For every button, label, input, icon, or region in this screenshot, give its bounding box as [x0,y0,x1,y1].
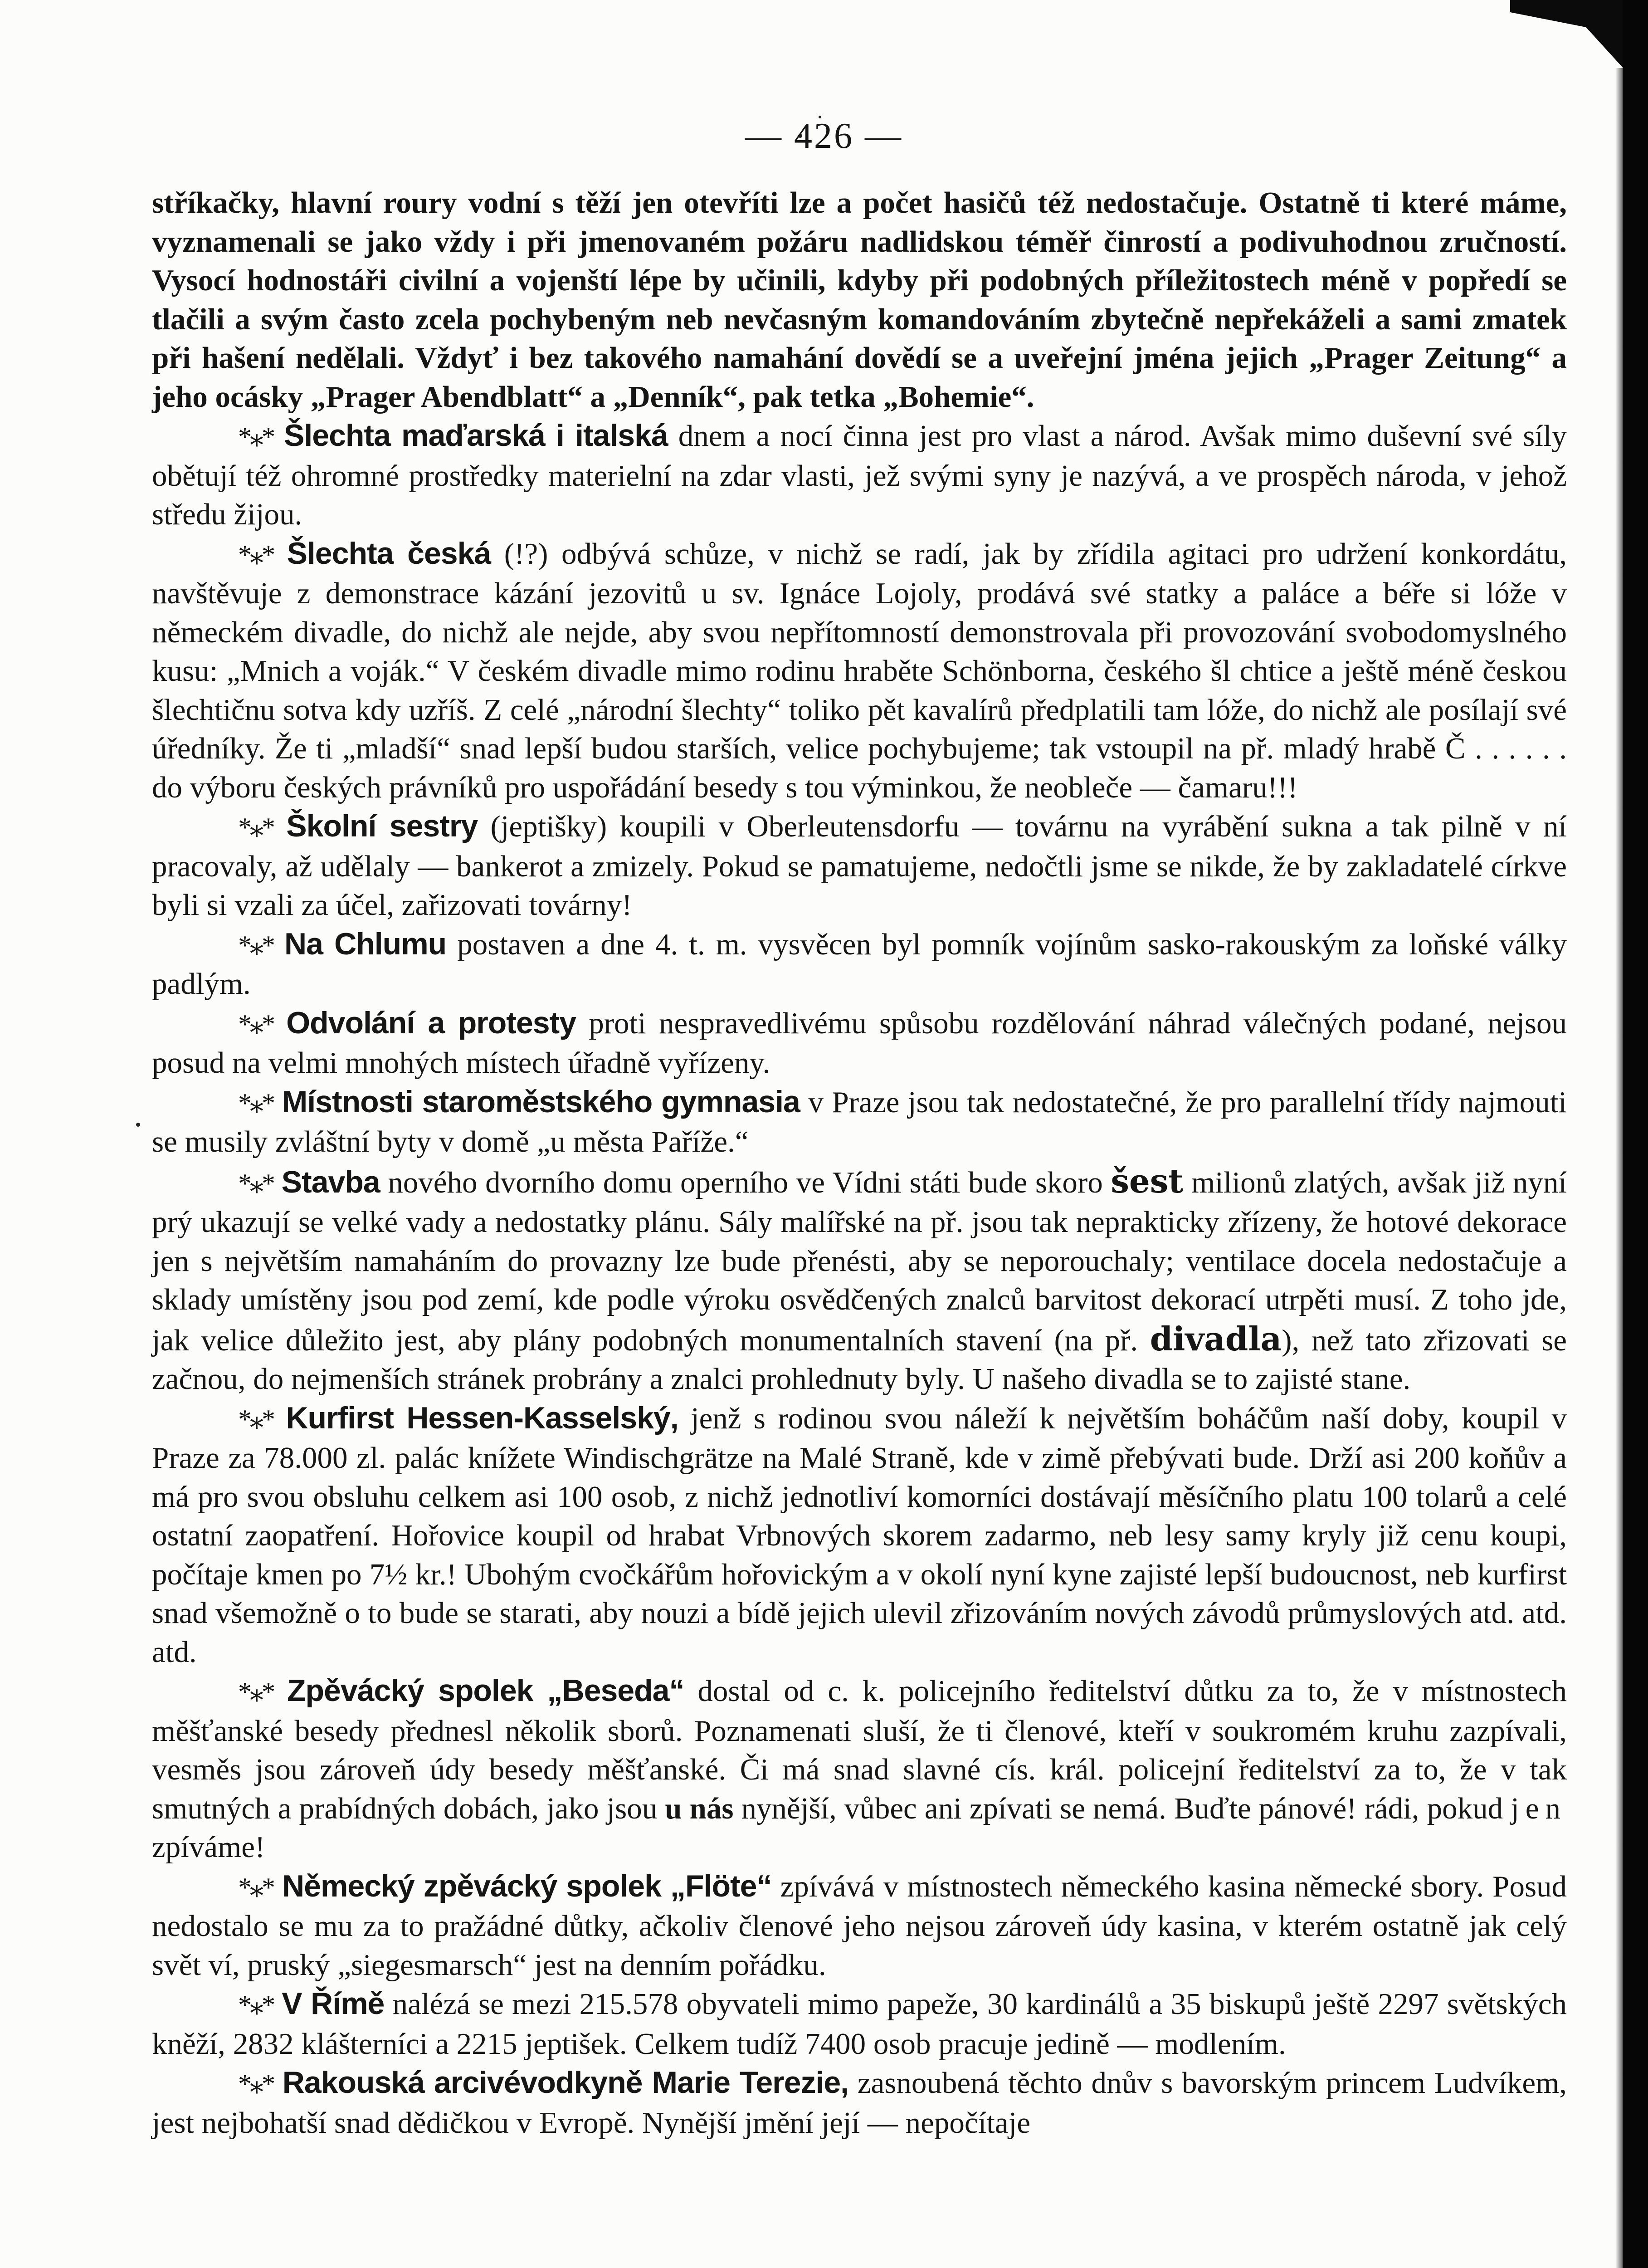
item-body: zpívává v místnostech německého kasina německé sbory. Posud nedostalo se mu za to pražádné důtky, ačkoliv členové jeho nejsou zároveň údy kasina, v kterém ostatně jak celý svět ví, pruský „siegesmarsch“ jest na denním pořádku. [152,1869,1567,1982]
news-item [152,1984,1567,2063]
emphasis-blackletter: šest [1111,1161,1184,1200]
item-heading: Stavba [281,1164,380,1199]
item-body: nalézá se mezi 215.578 obyvateli mimo papeže, 30 kardinálů a 35 biskupů ještě 2297 světských kněží, 2832 klášterníci a 2215 jeptišek. Celkem tudíž 7400 osob pracuje jedině — modlením. [152,1987,1567,2061]
asterism-icon: *⁎* [238,1990,273,2020]
news-item [152,807,1567,925]
item-heading: Na Chlumu [284,926,447,961]
item-heading: Místnosti staroměstského gymnasia [282,1084,800,1119]
item-heading: Šlechta maďarská i italská [284,418,668,453]
news-item [152,1162,1567,1399]
asterism-icon: *⁎* [238,1088,273,1118]
item-heading: Zpěvácký spolek „Beseda“ [287,1673,684,1708]
scan-edge-shadow-right [1623,0,1648,2268]
emphasis-spaced: jen [1511,1791,1567,1825]
item-body: jenž s rodinou svou náleží k největším boháčům naší doby, koupil v Praze za 78.000 zl. palác knížete Windischgrätze na Malé Straně, kde v zimě přebývati bude. Drží asi 200 koňův a má pro svou obsluhu celkem asi 100 osob, z nichž jednotliví komorníci dostávají měsíčního platu 100 tolarů a celé ostatní zaopatření. Hořovice koupil od hrabat Vrbnových skorem zadarmo, neb lesy samy kryly již cenu koupi, počítaje kmen po 7½ kr.! Ubohým cvočkářům hořovickým a v okolí nyní kyne zajisté lepší budoucnost, neb kurfirst snad všemožně o to bude se starati, aby nouzi a bídě jejich ulevil zřizováním nových závodů průmyslových atd. atd. atd. [152,1401,1567,1669]
news-item [152,1867,1567,1985]
asterism-icon: *⁎* [238,812,273,842]
asterism-icon: *⁎* [238,1677,273,1707]
item-heading: Německý zpěvácký spolek „Flöte“ [282,1868,772,1903]
news-item [152,925,1567,1004]
asterism-icon: *⁎* [238,2069,273,2099]
item-body: (jeptišky) koupili v Oberleutensdorfu — továrnu na vyrábění sukna a tak pilně v ní pracovaly, až udělaly — bankerot a zmizely. Pokud se pamatujeme, nedočtli jsme se nikde, že by zakladatelé církve byli si vzali za účel, zařizovati továrny! [152,810,1567,922]
item-heading: Rakouská arcivévodkyně Marie Terezie, [282,2065,849,2100]
news-item [152,2063,1567,2142]
item-body: nového dvorního domu operního ve Vídni státi bude skoro [380,1165,1111,1199]
item-body: milionů zlatých, avšak již nyní prý ukazují se velké vady a nedostatky plánu. Sály malířské na př. jsou tak neprakticky zřízeny, že hotové dekorace jen s největším namaháním do provazny lze bude přenésti, aby se neporouchaly; ventilace docela nedostačuje a sklady umístěny jsou pod zemí, kde podle výroku osvědčených znalců barvitost dekorací utrpěti musí. Z toho jde, jak velice důležito jest, aby plány podobných monumentalních stavení (na př. [152,1165,1567,1357]
paragraph-continuation [152,184,1567,416]
item-body: zasnoubená těchto dnův s bavorským princem Ludvíkem, jest nejbohatší snad dědičkou v Evropě. Nynější jmění její — nepočítaje [152,2066,1567,2140]
item-heading: V Římě [282,1986,385,2021]
item-body: (!?) odbývá schůze, v nichž se radí, jak by zřídila agitaci pro udržení konkordátu, navštěvuje z demonstrace kázání jezovitů u sv. Ignáce Lojoly, prodává své statky a paláce a béře si lóže v německém divadle, do nichž ale nejde, aby svou nepřítomností demonstrovala při provozování svobodomyslného kusu: „Mnich a voják.“ V českém divadle mimo rodinu hraběte Schönborna, českého šl chtice a ještě méně českou šlechtičnu sotva kdy uzříš. Z celé „národní šlechty“ toliko pět kavalírů předplatili tam lóže, do nichž ale posílají své úředníky. Že ti „mladší“ snad lepší budou starších, velice pochybujeme; tak vstoupil na př. mladý hrabě Č . . . . . . do výboru českých právníků pro uspořádání besedy s tou výminkou, že neobleče — čamaru!!! [152,537,1567,804]
news-item [152,1399,1567,1672]
asterism-icon: *⁎* [238,1404,273,1434]
asterism-icon: *⁎* [238,930,273,960]
item-body: dnem a nocí činna jest pro vlast a národ. Avšak mimo duševní své síly obětují též ohromné prostředky materielní na zdar vlasti, jež svými syny je nazývá, a ve prospěch národa, v jehož středu žijou. [152,419,1567,531]
item-body: nynější, vůbec ani zpívati se nemá. Buďte pánové! rádi, pokud [733,1791,1511,1825]
paragraph-body: stříkačky, hlavní roury vodní s těží jen otevříti lze a počet hasičů též nedostačuje. Ostatně ti které máme, vyznamenali se jako vždy i při jmenovaném požáru nadlidskou téměř činrostí a podivuhodnou zručností. Vysocí hodnostáři civilní a vojenští lépe by učinili, kdyby při podobných příležitostech méně v popředí se tlačili a svým často zcela pochybeným neb nevčasným komandováním zbytečně nepřekáželi a sami zmatek při hašení nedělali. Vždyť i bez takového namahání dovědí se a uveřejní jména jejich „Prager Zeitung“ a jeho ocásky „Prager Abendblatt“ a „Denník“, pak tetka „Bohemie“. [152,186,1567,414]
asterism-icon: *⁎* [238,422,273,452]
item-body: postaven a dne 4. t. m. vysvěcen byl pomník vojínům sasko-rakouským za loňské války padlým. [152,927,1567,1001]
item-body: dostal od c. k. policejního ředitelství důtku za to, že v místnostech měšťanské besedy přednesl několik sborů. Poznamenati sluší, že ti členové, kteří v soukromém kruhu zazpívali, vesměs jsou zároveň údy besedy měšťanské. Či má snad slavné cís. král. policejní ředitelství za to, že v tak smutných a prabídných dobách, jako jsou [152,1674,1567,1825]
page-number: — 426 — [745,116,903,156]
news-item [152,534,1567,807]
article-text [152,184,1567,2142]
emphasis-bold: u nás [665,1791,734,1825]
asterism-icon: *⁎* [238,1168,273,1198]
item-body: zpíváme! [152,1830,265,1864]
item-heading: Školní sestry [286,809,478,843]
item-heading: Odvolání a protesty [286,1005,576,1040]
item-heading: Šlechta česká [287,536,491,571]
asterism-icon: *⁎* [238,1872,273,1902]
scan-speck [136,1123,140,1127]
news-item [152,1004,1567,1083]
scan-edge-gradient [1615,68,1623,2268]
emphasis-blackletter: divadla [1150,1319,1282,1358]
news-item [152,416,1567,534]
news-item [152,1672,1567,1867]
asterism-icon: *⁎* [238,539,273,570]
news-item [152,1083,1567,1162]
asterism-icon: *⁎* [238,1009,273,1039]
item-body: v Praze jsou tak nedostatečné, že pro parallelní třídy najmouti se musily zvláštní byty v domě „u města Paříže.“ [152,1085,1567,1158]
item-body: proti nespravedlivému spůsobu rozdělování náhrad válečných podané, nejsou posud na velmi mnohých místech úřadně vyřízeny. [152,1006,1567,1080]
item-body: ), než tato zřizovati se začnou, do nejmenších stránek probrány a znalci prohlednuty byly. U našeho divadla se to zajisté stane. [152,1323,1567,1396]
item-heading: Kurfirst Hessen-Kasselský, [286,1400,678,1435]
